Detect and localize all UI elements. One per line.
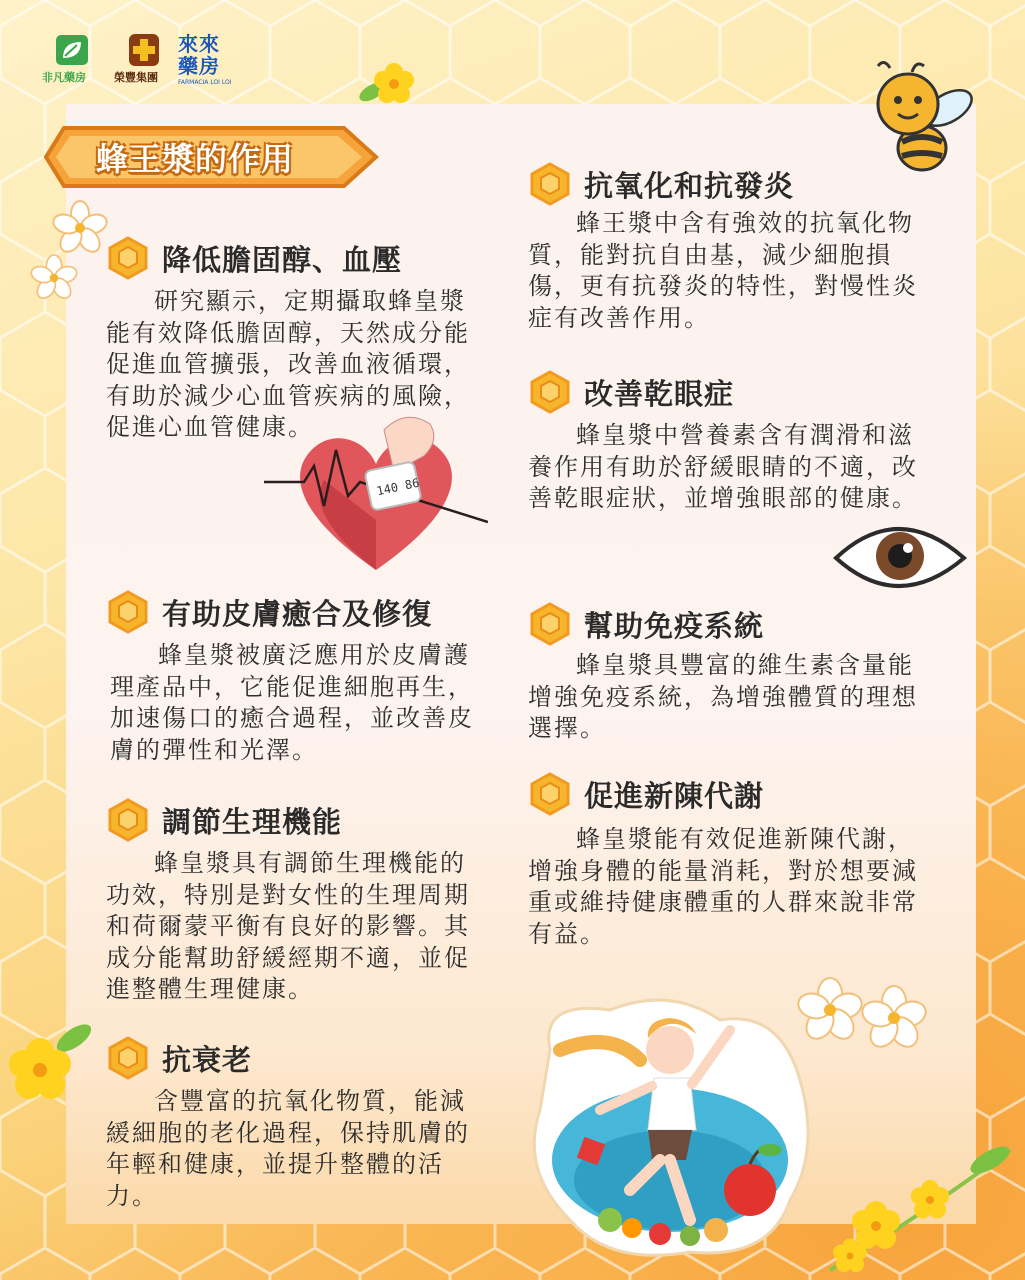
logo1-text: 非凡藥房 (42, 71, 86, 84)
leaf-logo-icon (54, 33, 90, 67)
yellow-flower-icon (820, 1140, 1020, 1280)
section-title: 調節生理機能 (162, 805, 343, 839)
section-body: 蜂皇漿能有效促進新陳代謝，增強身體的能量消耗，對於想要減重或維持健康體重的人群來說非常有益。 (528, 825, 918, 948)
section-anti-aging (106, 1036, 496, 1216)
cross-logo-icon (128, 33, 160, 67)
logo3-text-line1: 來來 (178, 32, 220, 56)
section-antioxidant (528, 162, 928, 342)
honeycomb-icon (106, 1036, 150, 1080)
logo3-text-line2: 藥房 (178, 54, 220, 78)
section-body: 蜂皇漿被廣泛應用於皮膚護理產品中，它能促進細胞再生，加速傷口的癒合過程，並改善皮膚的彈性和光澤。 (110, 641, 474, 764)
section-body: 蜂皇漿具豐富的維生素含量能增強免疫系統，為增強體質的理想選擇。 (528, 651, 918, 742)
active-woman-food-illustration (520, 990, 820, 1270)
honeycomb-icon (106, 590, 150, 634)
white-flower-icon (30, 200, 110, 310)
honeycomb-icon (528, 772, 572, 816)
honeycomb-icon (106, 798, 150, 842)
bee-icon (862, 58, 980, 176)
section-body: 蜂皇漿中營養素含有潤滑和滋養作用有助於舒緩眼睛的不適，改善乾眼症狀，並增強眼部的健康。 (528, 421, 918, 512)
logo3-subtitle: FARMACIA LOI LOI (178, 79, 232, 86)
section-body: 研究顯示，定期攝取蜂皇漿能有效降低膽固醇，天然成分能促進血管擴張，改善血液循環，有助於減少心血管疾病的風險，促進心血管健康。 (106, 287, 470, 441)
yellow-flower-icon (354, 52, 424, 112)
brand-logos (42, 33, 242, 93)
section-title: 降低膽固醇、血壓 (162, 243, 403, 277)
honeycomb-icon (528, 602, 572, 646)
section-title: 幫助免疫系統 (584, 609, 765, 643)
honeycomb-icon (106, 236, 150, 280)
section-title: 抗氧化和抗發炎 (584, 169, 795, 203)
honeycomb-icon (528, 370, 572, 414)
yellow-flower-icon (0, 1018, 100, 1118)
section-immune (528, 602, 928, 752)
section-metabolism (528, 772, 928, 962)
section-title: 有助皮膚癒合及修復 (162, 597, 433, 631)
section-body: 含豐富的抗氧化物質，能減緩細胞的老化過程，保持肌膚的年輕和健康，並提升整體的活力。 (106, 1087, 470, 1210)
heart-blood-pressure-icon (264, 410, 488, 580)
logo2-text: 榮豐集團 (114, 71, 158, 84)
section-title: 改善乾眼症 (584, 377, 735, 411)
monitor-reading: 140 86 (375, 475, 421, 499)
section-title: 促進新陳代謝 (584, 779, 765, 813)
section-title: 抗衰老 (162, 1043, 253, 1077)
section-skin (106, 590, 496, 780)
honeycomb-icon (528, 162, 572, 206)
section-body: 蜂皇漿具有調節生理機能的功效，特別是對女性的生理周期和荷爾蒙平衡有良好的影響。其成分能幫助舒緩經期不適，並促進整體生理健康。 (106, 849, 470, 1003)
eye-icon (832, 514, 968, 598)
page-title: 蜂王漿的作用 (96, 140, 295, 178)
section-physiology (106, 798, 496, 1018)
section-body: 蜂王漿中含有強效的抗氧化物質，能對抗自由基，減少細胞損傷，更有抗發炎的特性，對慢性炎症有改善作用。 (528, 209, 918, 332)
